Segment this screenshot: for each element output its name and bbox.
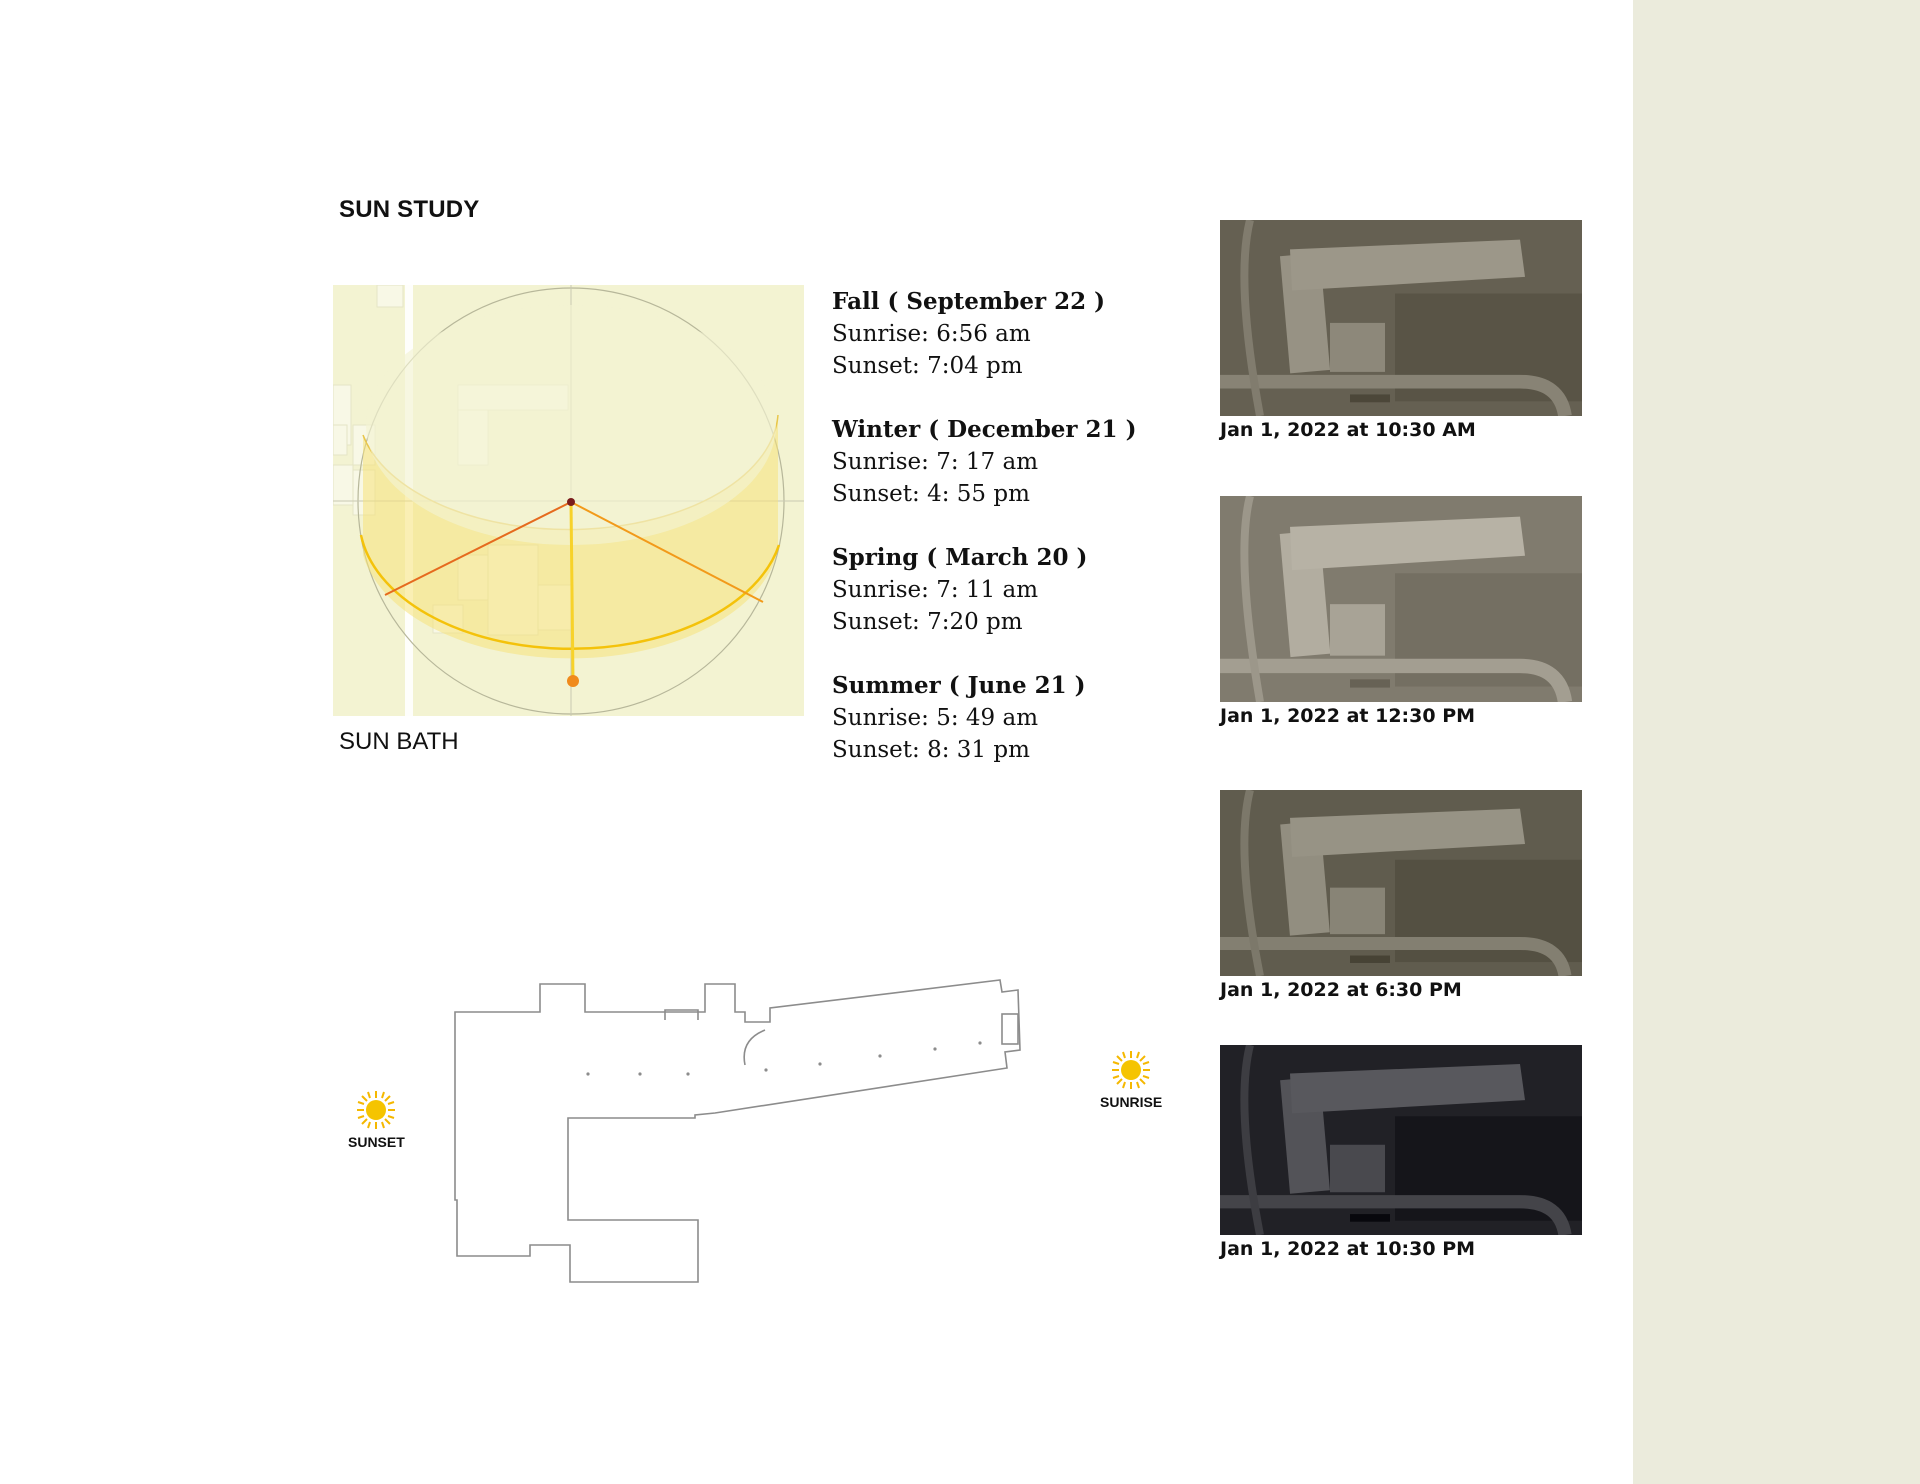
aerial-photo	[1220, 1045, 1582, 1235]
sunset-marker	[348, 1090, 405, 1150]
photo-caption: Jan 1, 2022 at 6:30 PM	[1220, 979, 1462, 1001]
sunset-label: SUNSET	[348, 1134, 405, 1150]
aerial-photo	[1220, 790, 1582, 976]
aerial-photo-block	[1220, 220, 1582, 441]
sun-position	[567, 675, 579, 687]
sun-icon	[356, 1090, 396, 1130]
season-summer	[832, 670, 1162, 766]
parked-cars	[1350, 679, 1390, 687]
aerial-photo-block	[1220, 496, 1582, 727]
sunset-time: Sunset: 7:20 pm	[832, 609, 1023, 635]
sunset-time: Sunset: 4: 55 pm	[832, 481, 1030, 507]
building-annex	[1330, 1145, 1385, 1193]
season-list	[832, 286, 1162, 798]
aerial-image	[1220, 790, 1582, 976]
photo-caption: Jan 1, 2022 at 10:30 AM	[1220, 419, 1476, 441]
sunrise-time: Sunrise: 7: 17 am	[832, 449, 1039, 475]
parked-cars	[1350, 394, 1390, 402]
sunrise-label: SUNRISE	[1100, 1094, 1163, 1110]
sun-bath-label: SUN BATH	[339, 728, 459, 755]
season-fall	[832, 286, 1162, 382]
noon-azimuth	[571, 502, 573, 681]
aerial-photo-block	[1220, 790, 1582, 1001]
aerial-image	[1220, 1045, 1582, 1235]
observer-point	[567, 498, 575, 506]
east-stair	[1002, 1014, 1018, 1044]
sun-icon	[1111, 1050, 1151, 1090]
season-heading: Spring ( March 20 )	[832, 544, 1088, 571]
floor-plan	[440, 970, 1080, 1295]
sunset-time: Sunset: 7:04 pm	[832, 353, 1023, 379]
page-title: SUN STUDY	[339, 196, 480, 223]
season-heading: Fall ( September 22 )	[832, 288, 1106, 315]
sunrise-time: Sunrise: 5: 49 am	[832, 705, 1039, 731]
season-winter	[832, 414, 1162, 510]
aerial-photo-block	[1220, 1045, 1582, 1260]
season-spring	[832, 542, 1162, 638]
sun-path-diagram	[333, 285, 804, 716]
sunrise-time: Sunrise: 7: 11 am	[832, 577, 1039, 603]
curved-entry	[744, 1030, 765, 1065]
photo-caption: Jan 1, 2022 at 10:30 PM	[1220, 1238, 1476, 1260]
aerial-photo	[1220, 220, 1582, 416]
photo-caption: Jan 1, 2022 at 12:30 PM	[1220, 705, 1476, 727]
aerial-photo	[1220, 496, 1582, 702]
aerial-image	[1220, 220, 1582, 416]
building-annex	[1330, 604, 1385, 656]
building-annex	[1330, 323, 1385, 372]
building-annex	[1330, 888, 1385, 935]
building-outline	[455, 980, 1020, 1282]
sunrise-time: Sunrise: 6:56 am	[832, 321, 1031, 347]
parked-cars	[1350, 956, 1390, 963]
side-panel	[1633, 0, 1920, 1484]
column-grid	[586, 1041, 981, 1075]
aerial-image	[1220, 496, 1582, 702]
sunrise-marker	[1100, 1050, 1162, 1110]
sunset-time: Sunset: 8: 31 pm	[832, 737, 1030, 763]
season-heading: Winter ( December 21 )	[832, 416, 1137, 443]
parked-cars	[1350, 1214, 1390, 1222]
season-heading: Summer ( June 21 )	[832, 672, 1086, 699]
